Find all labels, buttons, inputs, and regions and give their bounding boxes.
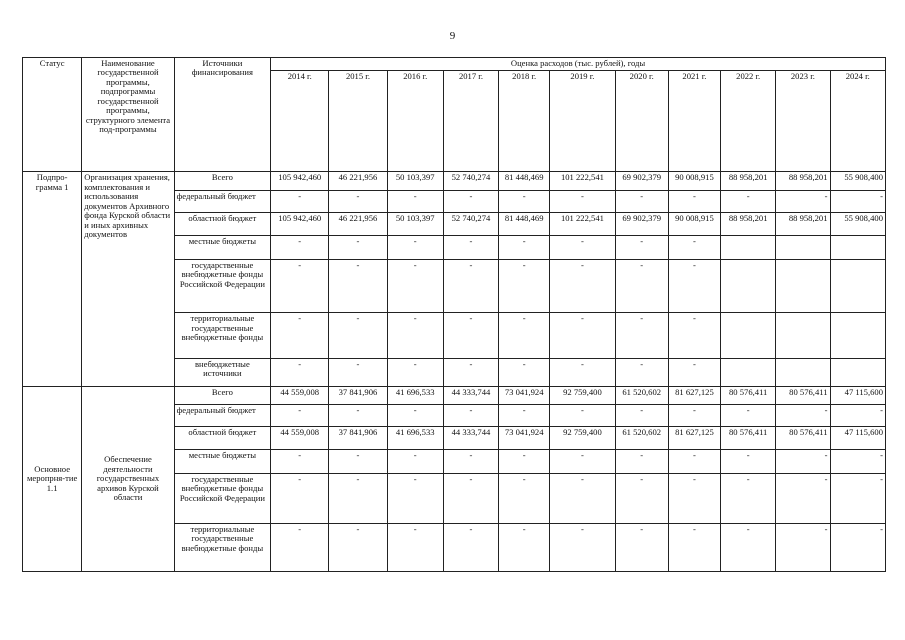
value-cell: - <box>387 259 443 312</box>
table-row <box>23 386 886 404</box>
header-year: 2017 г. <box>443 71 498 172</box>
value-cell: - <box>271 473 329 523</box>
value-cell: 101 222,541 <box>550 172 615 190</box>
value-cell: - <box>776 404 830 426</box>
status-cell: Основное меропрня-тие 1.1 <box>23 386 82 571</box>
value-cell: 105 942,460 <box>271 172 329 190</box>
value-cell: - <box>329 523 387 571</box>
value-cell: - <box>443 236 498 259</box>
header-estimate: Оценка расходов (тыс. рублей), годы <box>271 58 886 71</box>
value-cell: - <box>271 358 329 386</box>
value-cell: - <box>668 236 720 259</box>
value-cell: 61 520,602 <box>615 386 668 404</box>
value-cell: - <box>499 313 550 359</box>
value-cell: 80 576,411 <box>721 386 776 404</box>
header-year: 2021 г. <box>668 71 720 172</box>
value-cell: - <box>550 358 615 386</box>
value-cell: - <box>830 473 885 523</box>
value-cell: - <box>329 190 387 212</box>
value-cell: - <box>271 313 329 359</box>
value-cell: - <box>668 358 720 386</box>
value-cell <box>721 358 776 386</box>
value-cell: 105 942,460 <box>271 212 329 235</box>
header-year: 2020 г. <box>615 71 668 172</box>
value-cell: - <box>615 236 668 259</box>
value-cell: - <box>271 404 329 426</box>
value-cell: - <box>615 313 668 359</box>
value-cell: - <box>550 450 615 473</box>
funding-source-cell: областной бюджет <box>174 427 270 450</box>
value-cell: - <box>329 259 387 312</box>
funding-source-cell: областной бюджет <box>174 212 270 235</box>
value-cell: 37 841,906 <box>329 386 387 404</box>
value-cell: 37 841,906 <box>329 427 387 450</box>
header-year: 2022 г. <box>721 71 776 172</box>
value-cell: - <box>387 313 443 359</box>
value-cell: - <box>830 523 885 571</box>
value-cell: - <box>329 236 387 259</box>
header-year: 2014 г. <box>271 71 329 172</box>
value-cell: - <box>329 473 387 523</box>
value-cell: 44 559,008 <box>271 386 329 404</box>
header-year: 2023 г. <box>776 71 830 172</box>
value-cell <box>776 236 830 259</box>
value-cell: - <box>668 473 720 523</box>
value-cell: - <box>550 473 615 523</box>
value-cell: 81 627,125 <box>668 386 720 404</box>
value-cell: - <box>499 523 550 571</box>
value-cell: - <box>443 190 498 212</box>
header-status: Статус <box>23 58 82 172</box>
value-cell: - <box>499 450 550 473</box>
value-cell: 81 448,469 <box>499 212 550 235</box>
funding-source-cell: государственные внебюджетные фонды Российской Федерации <box>174 473 270 523</box>
page-number: 9 <box>449 30 456 42</box>
value-cell: 44 333,744 <box>443 386 498 404</box>
value-cell: 44 333,744 <box>443 427 498 450</box>
value-cell: 47 115,600 <box>830 427 885 450</box>
value-cell: 80 576,411 <box>776 427 830 450</box>
funding-source-cell: территориальные государственные внебюджетные фонды <box>174 523 270 571</box>
value-cell: 88 958,201 <box>776 212 830 235</box>
header-year: 2019 г. <box>550 71 615 172</box>
value-cell: - <box>271 259 329 312</box>
value-cell: - <box>668 313 720 359</box>
value-cell: 81 627,125 <box>668 427 720 450</box>
value-cell: - <box>499 473 550 523</box>
value-cell: - <box>550 259 615 312</box>
value-cell: - <box>615 523 668 571</box>
header-year: 2018 г. <box>499 71 550 172</box>
value-cell: 52 740,274 <box>443 172 498 190</box>
value-cell: - <box>776 473 830 523</box>
value-cell: - <box>271 450 329 473</box>
value-cell <box>830 259 885 312</box>
value-cell: - <box>615 259 668 312</box>
funding-source-cell: Всего <box>174 386 270 404</box>
value-cell: 41 696,533 <box>387 427 443 450</box>
value-cell: 41 696,533 <box>387 386 443 404</box>
value-cell: - <box>721 190 776 212</box>
value-cell: - <box>271 523 329 571</box>
value-cell: - <box>499 259 550 312</box>
value-cell: - <box>550 523 615 571</box>
value-cell: - <box>615 404 668 426</box>
value-cell: - <box>387 358 443 386</box>
value-cell: 88 958,201 <box>776 172 830 190</box>
value-cell <box>830 313 885 359</box>
value-cell: - <box>721 473 776 523</box>
value-cell: 61 520,602 <box>615 427 668 450</box>
value-cell <box>776 358 830 386</box>
header-year: 2015 г. <box>329 71 387 172</box>
value-cell: 69 902,379 <box>615 172 668 190</box>
value-cell: - <box>443 313 498 359</box>
funding-source-cell: государственные внебюджетные фонды Российской Федерации <box>174 259 270 312</box>
value-cell: 46 221,956 <box>329 172 387 190</box>
value-cell: 52 740,274 <box>443 212 498 235</box>
funding-source-cell: Всего <box>174 172 270 190</box>
value-cell: - <box>387 190 443 212</box>
value-cell: - <box>668 450 720 473</box>
value-cell <box>721 313 776 359</box>
header-sources: Источники финансирования <box>174 58 270 172</box>
value-cell: - <box>830 404 885 426</box>
value-cell: - <box>387 236 443 259</box>
value-cell: 73 041,924 <box>499 427 550 450</box>
value-cell: 88 958,201 <box>721 172 776 190</box>
value-cell: - <box>721 523 776 571</box>
value-cell: 50 103,397 <box>387 172 443 190</box>
value-cell: 50 103,397 <box>387 212 443 235</box>
value-cell: 90 008,915 <box>668 212 720 235</box>
value-cell <box>721 236 776 259</box>
value-cell: - <box>499 404 550 426</box>
value-cell: - <box>329 313 387 359</box>
value-cell: 92 759,400 <box>550 427 615 450</box>
status-cell: Подпро-грамма 1 <box>23 172 82 386</box>
value-cell: - <box>443 358 498 386</box>
value-cell: 80 576,411 <box>776 386 830 404</box>
value-cell: - <box>387 523 443 571</box>
value-cell: 81 448,469 <box>499 172 550 190</box>
value-cell: - <box>668 523 720 571</box>
value-cell: - <box>550 236 615 259</box>
funding-source-cell: местные бюджеты <box>174 236 270 259</box>
header-name: Наименование государственной программы, подпрограммы государственной программы, структурного элемента под-программы <box>82 58 174 172</box>
budget-table <box>22 57 886 572</box>
value-cell: - <box>443 259 498 312</box>
value-cell: - <box>776 190 830 212</box>
value-cell: - <box>443 450 498 473</box>
value-cell: - <box>615 358 668 386</box>
value-cell: - <box>721 404 776 426</box>
header-year: 2016 г. <box>387 71 443 172</box>
value-cell: - <box>499 358 550 386</box>
funding-source-cell: федеральный бюджет <box>174 404 270 426</box>
value-cell: - <box>615 450 668 473</box>
value-cell: - <box>499 236 550 259</box>
value-cell: - <box>830 190 885 212</box>
value-cell: 88 958,201 <box>721 212 776 235</box>
value-cell: - <box>668 259 720 312</box>
value-cell: - <box>668 404 720 426</box>
funding-source-cell: федеральный бюджет <box>174 190 270 212</box>
value-cell <box>776 313 830 359</box>
value-cell: - <box>830 450 885 473</box>
value-cell: - <box>329 404 387 426</box>
value-cell: - <box>443 473 498 523</box>
value-cell: - <box>776 523 830 571</box>
funding-source-cell: территориальные государственные внебюджетные фонды <box>174 313 270 359</box>
value-cell <box>830 358 885 386</box>
value-cell: 69 902,379 <box>615 212 668 235</box>
value-cell: 55 908,400 <box>830 212 885 235</box>
value-cell <box>776 259 830 312</box>
value-cell: - <box>329 358 387 386</box>
value-cell: - <box>387 473 443 523</box>
funding-source-cell: местные бюджеты <box>174 450 270 473</box>
value-cell <box>721 259 776 312</box>
value-cell: 101 222,541 <box>550 212 615 235</box>
header-year: 2024 г. <box>830 71 885 172</box>
value-cell: 80 576,411 <box>721 427 776 450</box>
value-cell: - <box>615 473 668 523</box>
value-cell: - <box>721 450 776 473</box>
value-cell: 46 221,956 <box>329 212 387 235</box>
funding-source-cell: внебюджетные источники <box>174 358 270 386</box>
value-cell: 92 759,400 <box>550 386 615 404</box>
program-name-cell: Обеспечение деятельности государственных архивов Курской области <box>82 386 174 571</box>
value-cell: 47 115,600 <box>830 386 885 404</box>
value-cell: - <box>550 404 615 426</box>
value-cell: - <box>615 190 668 212</box>
value-cell: - <box>550 313 615 359</box>
value-cell: - <box>387 450 443 473</box>
value-cell: - <box>387 404 443 426</box>
value-cell: 55 908,400 <box>830 172 885 190</box>
value-cell <box>830 236 885 259</box>
value-cell: 90 008,915 <box>668 172 720 190</box>
table-row <box>23 172 886 190</box>
value-cell: - <box>271 236 329 259</box>
value-cell: - <box>668 190 720 212</box>
value-cell: - <box>499 190 550 212</box>
value-cell: 44 559,008 <box>271 427 329 450</box>
value-cell: - <box>550 190 615 212</box>
value-cell: - <box>443 523 498 571</box>
value-cell: - <box>443 404 498 426</box>
program-name-cell: Организация хранения, комплектования и использования документов Архивного фонда Курской области и иных архивных документов <box>82 172 174 386</box>
value-cell: - <box>329 450 387 473</box>
value-cell: 73 041,924 <box>499 386 550 404</box>
value-cell: - <box>776 450 830 473</box>
value-cell: - <box>271 190 329 212</box>
